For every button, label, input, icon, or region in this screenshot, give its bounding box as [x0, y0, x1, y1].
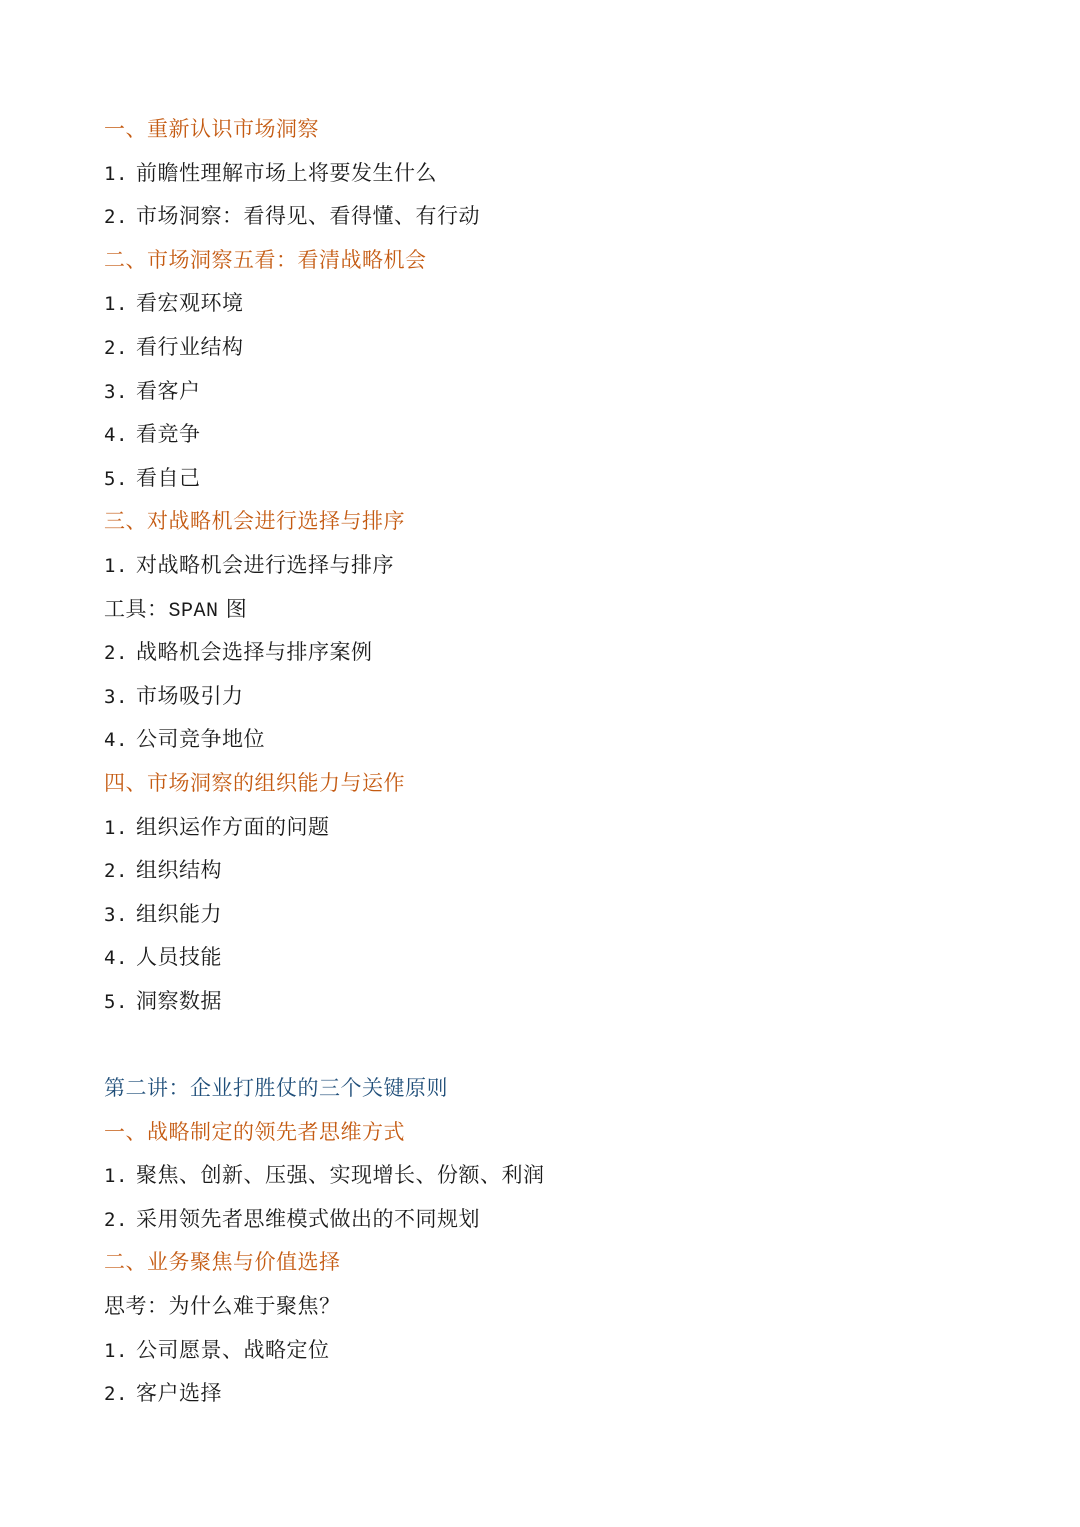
item-text: 公司愿景、战略定位: [136, 1337, 330, 1362]
item-number: 4.: [104, 424, 128, 447]
item-number: 2.: [104, 1208, 128, 1231]
item-text: 看客户: [136, 378, 201, 403]
section-heading: 一、战略制定的领先者思维方式: [104, 1119, 405, 1144]
list-item: [104, 1372, 1004, 1416]
list-item: [104, 1198, 1004, 1242]
list-item: [104, 893, 1004, 937]
document-page: [104, 108, 1004, 1416]
list-item: [104, 849, 1004, 893]
section-heading: 四、市场洞察的组织能力与运作: [104, 770, 405, 795]
list-item: [104, 1154, 1004, 1198]
list-item: [104, 326, 1004, 370]
list-item: [104, 195, 1004, 239]
item-text: 战略机会选择与排序案例: [136, 640, 373, 665]
item-number: 2.: [104, 336, 128, 359]
item-number: 1.: [104, 1165, 128, 1188]
item-number: 3.: [104, 903, 128, 926]
item-text: 洞察数据: [136, 988, 222, 1013]
item-text: 组织运作方面的问题: [136, 814, 330, 839]
list-item: [104, 370, 1004, 414]
list-item: [104, 806, 1004, 850]
list-item: [104, 675, 1004, 719]
item-number: 2.: [104, 1383, 128, 1406]
tool-value: SPAN: [168, 599, 219, 623]
item-number: 2.: [104, 860, 128, 883]
list-item: [104, 457, 1004, 501]
list-item: [104, 282, 1004, 326]
item-number: 3.: [104, 380, 128, 403]
item-text: 对战略机会进行选择与排序: [136, 552, 394, 577]
item-text: 市场洞察：看得见、看得懂、有行动: [136, 204, 480, 229]
item-text: 看竞争: [136, 422, 201, 447]
item-number: 1.: [104, 554, 128, 577]
item-number: 4.: [104, 729, 128, 752]
item-number: 1.: [104, 162, 128, 185]
item-text: 人员技能: [136, 945, 222, 970]
tool-label: 工具：: [104, 596, 169, 621]
item-text: 聚焦、创新、压强、实现增长、份额、利润: [136, 1163, 545, 1188]
item-text: 看宏观环境: [136, 291, 244, 316]
item-number: 1.: [104, 1339, 128, 1362]
item-text: 组织结构: [136, 858, 222, 883]
tool-line: [104, 588, 1004, 632]
item-text: 公司竞争地位: [136, 727, 265, 752]
blank-line: [104, 1023, 1004, 1067]
item-number: 1.: [104, 293, 128, 316]
list-item: [104, 413, 1004, 457]
item-text: 采用领先者思维模式做出的不同规划: [136, 1206, 480, 1231]
list-item: [104, 936, 1004, 980]
item-number: 5.: [104, 467, 128, 490]
item-number: 4.: [104, 947, 128, 970]
section-heading: 二、业务聚焦与价值选择: [104, 1250, 341, 1275]
list-item: [104, 152, 1004, 196]
item-number: 2.: [104, 206, 128, 229]
list-item: [104, 544, 1004, 588]
item-text: 看行业结构: [136, 334, 244, 359]
lecture-title: 第二讲：企业打胜仗的三个关键原则: [104, 1076, 448, 1101]
item-text: 客户选择: [136, 1381, 222, 1406]
section-heading: 一、重新认识市场洞察: [104, 117, 319, 141]
item-number: 2.: [104, 642, 128, 665]
list-item: [104, 980, 1004, 1024]
think-line: 思考：为什么难于聚焦？: [104, 1294, 341, 1319]
item-text: 市场吸引力: [136, 683, 244, 708]
item-text: 组织能力: [136, 901, 222, 926]
list-item: [104, 718, 1004, 762]
item-number: 5.: [104, 990, 128, 1013]
item-text: 前瞻性理解市场上将要发生什么: [136, 160, 437, 185]
list-item: [104, 1329, 1004, 1373]
item-number: 1.: [104, 816, 128, 839]
section-heading: 三、对战略机会进行选择与排序: [104, 509, 405, 534]
item-text: 看自己: [136, 465, 201, 490]
item-number: 3.: [104, 685, 128, 708]
section-heading: 二、市场洞察五看：看清战略机会: [104, 247, 427, 272]
list-item: [104, 631, 1004, 675]
tool-suffix: 图: [218, 596, 248, 621]
